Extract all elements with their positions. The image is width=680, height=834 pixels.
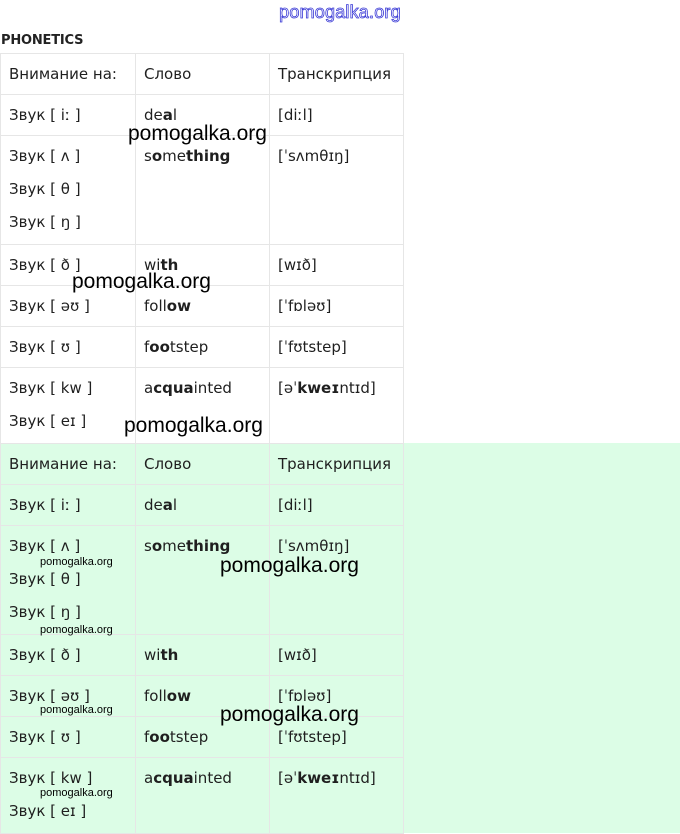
word: follow — [144, 297, 191, 315]
transcription: [əˈkweɪntɪd] — [278, 769, 376, 787]
header-transcription: Транскрипция — [278, 455, 392, 473]
sound-label: Звук [ ŋ ] — [9, 603, 81, 621]
transcription: [diːl] — [278, 106, 313, 124]
table-header-row — [1, 54, 404, 95]
sound-label: Звук [ kw ] — [9, 769, 93, 787]
transcription: [ˈfʊtstep] — [278, 338, 347, 356]
transcription: [əˈkweɪntɪd] — [278, 379, 376, 397]
table-row — [1, 485, 404, 526]
sound-label: Звук [ ŋ ] — [9, 213, 81, 231]
sound-label: Звук [ eɪ ] — [9, 802, 87, 820]
watermark-small: pomogalka.org — [40, 704, 113, 716]
word: follow — [144, 687, 191, 705]
table-row — [1, 526, 404, 635]
transcription: [ˈfʊtstep] — [278, 728, 347, 746]
header-transcription: Транскрипция — [278, 65, 392, 83]
sound-label: Звук [ əʊ ] — [9, 297, 90, 315]
sound-label: Звук [ ʊ ] — [9, 728, 81, 746]
sound-label: Звук [ eɪ ] — [9, 412, 87, 430]
sound-label: Звук [ əʊ ] — [9, 687, 90, 705]
watermark-small: pomogalka.org — [40, 624, 113, 636]
watermark: pomogalka.org — [128, 122, 267, 145]
watermark-small: pomogalka.org — [40, 787, 113, 799]
word: something — [144, 147, 231, 165]
header-focus: Внимание на: — [9, 65, 117, 83]
site-name: pomogalka.org — [279, 2, 401, 22]
sound-label: Звук [ ð ] — [9, 256, 81, 274]
phonetics-table-highlighted — [0, 443, 404, 834]
watermark-small: pomogalka.org — [40, 556, 113, 568]
phonetics-table — [0, 53, 404, 444]
sound-label: Звук [ ʊ ] — [9, 338, 81, 356]
sound-label: Звук [ θ ] — [9, 570, 81, 588]
word: deal — [144, 496, 178, 514]
sound-label: Звук [ ʌ ] — [9, 537, 81, 555]
section-title: PHONETICS — [1, 33, 84, 48]
transcription: [ˈsʌmθɪŋ] — [278, 537, 350, 555]
watermark: pomogalka.org — [124, 414, 263, 437]
watermark: pomogalka.org — [220, 554, 359, 577]
transcription: [diːl] — [278, 496, 313, 514]
transcription: [ˈfɒləʊ] — [278, 687, 332, 705]
table-row — [1, 327, 404, 368]
table-row — [1, 635, 404, 676]
watermark: pomogalka.org — [72, 270, 211, 293]
word: footstep — [144, 728, 209, 746]
transcription: [ˈfɒləʊ] — [278, 297, 332, 315]
word: with — [144, 256, 179, 274]
sound-label: Звук [ ð ] — [9, 646, 81, 664]
word: acquainted — [144, 769, 232, 787]
sound-label: Звук [ iː ] — [9, 106, 81, 124]
header-focus: Внимание на: — [9, 455, 117, 473]
sound-label: Звук [ iː ] — [9, 496, 81, 514]
sound-label: Звук [ ʌ ] — [9, 147, 81, 165]
word: acquainted — [144, 379, 232, 397]
table-row — [1, 136, 404, 245]
sound-label: Звук [ θ ] — [9, 180, 81, 198]
header-word: Слово — [144, 455, 192, 473]
word: something — [144, 537, 231, 555]
table-header-row — [1, 444, 404, 485]
word: deal — [144, 106, 178, 124]
transcription: [wɪð] — [278, 256, 317, 274]
transcription: [wɪð] — [278, 646, 317, 664]
word: with — [144, 646, 179, 664]
transcription: [ˈsʌmθɪŋ] — [278, 147, 350, 165]
word: footstep — [144, 338, 209, 356]
header-word: Слово — [144, 65, 192, 83]
watermark: pomogalka.org — [220, 703, 359, 726]
sound-label: Звук [ kw ] — [9, 379, 93, 397]
